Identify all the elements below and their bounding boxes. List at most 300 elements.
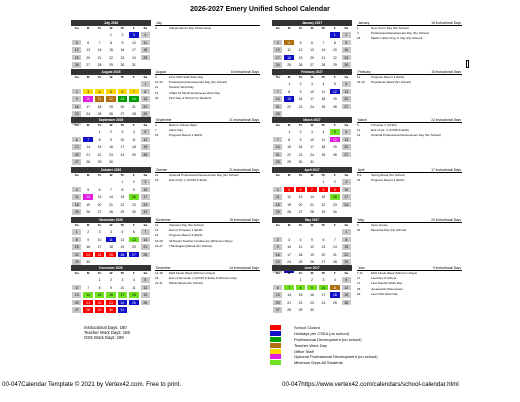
event-date: 7-11	[357, 271, 363, 275]
footer-right[interactable]: 00-047https://www.vertex42.com/calendars/school-calendar.html	[282, 381, 459, 388]
day-cell: 26	[306, 258, 317, 266]
day-cell: 17	[341, 193, 352, 201]
day-cell: 7	[94, 39, 105, 47]
day-cell: 26	[329, 103, 340, 111]
day-cell: 5	[105, 88, 116, 96]
weekday-label: Sa	[143, 123, 148, 127]
empty-day	[329, 228, 340, 236]
day-cell: 23	[128, 201, 139, 209]
day-cell: 23	[71, 110, 82, 118]
empty-day	[306, 31, 317, 39]
day-cell: 15	[94, 291, 105, 299]
legend-label: School Closed	[294, 325, 320, 331]
day-cell: 11	[283, 46, 294, 54]
page-title: 2026-2027 Emery Unified School Calendar	[190, 6, 330, 13]
day-cell: 21	[128, 103, 139, 111]
day-cell: 16	[105, 291, 116, 299]
day-cell: 17	[82, 103, 93, 111]
weekday-label: M	[86, 26, 90, 30]
day-cell: 4	[283, 39, 294, 47]
empty-day	[283, 178, 294, 186]
day-cell: 27	[71, 158, 82, 166]
weekday-label: Th	[120, 75, 125, 79]
weekday-label: M	[287, 173, 291, 177]
event-text: Optional Professional Development Day (No School)	[169, 173, 239, 177]
month-calendar	[71, 117, 151, 166]
empty-day	[117, 80, 128, 88]
event-date: 23-27	[155, 243, 163, 248]
day-cell: 10	[318, 284, 329, 292]
day-cell: 28	[128, 110, 139, 118]
weekday-label: F	[333, 75, 336, 79]
day-cell: 17	[306, 143, 317, 151]
weekday-label: Su	[275, 223, 280, 227]
day-cell: 27	[71, 306, 82, 314]
day-cell: 20	[71, 299, 82, 307]
month-events	[155, 117, 260, 139]
day-cell: 24	[306, 151, 317, 159]
day-cell: 23	[341, 54, 352, 62]
day-cell: 13	[318, 243, 329, 251]
day-cell: 7	[272, 88, 283, 96]
event-date: 5-9	[357, 173, 362, 177]
weekday-label: Tu	[298, 223, 303, 227]
day-cell: 26	[117, 251, 128, 259]
day-cell: 8	[94, 136, 105, 144]
month-events	[357, 167, 462, 183]
legend	[270, 325, 378, 366]
day-cell: 3	[94, 228, 105, 236]
day-cell: 18	[140, 46, 151, 54]
day-cell: 10	[306, 136, 317, 144]
month-calendar	[272, 69, 352, 118]
event-text: Progress Report 2 (EHS)	[169, 233, 203, 238]
day-cell: 16	[341, 46, 352, 54]
day-cell: 28	[105, 208, 116, 216]
event-date: 24	[357, 291, 361, 296]
event-text: Last Teacher Work Day	[371, 281, 403, 286]
day-cell: 9	[295, 88, 306, 96]
day-cell: 6	[71, 284, 82, 292]
event-text: Presidents' Week (No School)	[371, 80, 411, 85]
event-text: First OSG Staff Work Day	[169, 75, 204, 79]
event-date: 20	[155, 95, 159, 100]
day-cell: 14	[128, 95, 139, 103]
day-cell: 26	[140, 299, 151, 307]
weekday-label: W	[109, 123, 113, 127]
events-month: February	[358, 70, 371, 74]
day-cell: 4	[295, 236, 306, 244]
day-cell: 17	[283, 251, 294, 259]
day-cell: 29	[71, 258, 82, 266]
month-calendar	[71, 20, 151, 69]
weekday-label: Tu	[97, 75, 102, 79]
day-cell: 20	[318, 251, 329, 259]
events-month: September	[156, 118, 172, 122]
day-cell: 1	[140, 80, 151, 88]
day-cell: 20	[272, 299, 283, 307]
event-text: Progress Report 1 (EHS)	[169, 133, 203, 138]
weekday-label: W	[109, 223, 113, 227]
day-cell: 12	[329, 88, 340, 96]
day-cell: 24	[306, 103, 317, 111]
events-month: December	[156, 266, 171, 270]
day-cell: 25	[105, 251, 116, 259]
event-date: 2	[155, 123, 157, 127]
day-cell: 22	[117, 201, 128, 209]
day-cell: 24	[140, 201, 151, 209]
events-count: 15 Instructional Days	[229, 218, 259, 222]
day-cell: 15	[283, 95, 294, 103]
day-cell: 9	[272, 243, 283, 251]
day-cell: 8	[318, 186, 329, 194]
event-text: Spring Break (No School)	[371, 173, 406, 177]
day-cell: 13	[128, 236, 139, 244]
day-cell: 27	[82, 61, 93, 69]
weekday-label: Su	[74, 26, 79, 30]
day-cell: 16	[295, 95, 306, 103]
legend-swatch	[270, 349, 281, 354]
day-cell: 12	[306, 243, 317, 251]
weekday-label: Th	[321, 223, 326, 227]
day-cell: 19	[140, 291, 151, 299]
event-text: Independence Day Observance	[169, 26, 212, 30]
weekday-label: M	[287, 123, 291, 127]
day-cell: 31	[117, 306, 128, 314]
day-cell: 13	[71, 291, 82, 299]
day-cell: 22	[283, 103, 294, 111]
day-cell: 5	[306, 236, 317, 244]
footer-left: 00-047Calendar Template © 2021 by Vertex42.com. Free to print.	[2, 381, 182, 388]
month-title: July 2026	[71, 20, 151, 26]
day-cell: 1	[318, 178, 329, 186]
day-cell: 31	[306, 158, 317, 166]
weekday-label: Su	[275, 271, 280, 275]
day-cell: 16	[306, 291, 317, 299]
empty-day	[94, 80, 105, 88]
day-cell: 16	[295, 143, 306, 151]
day-cell: 25	[329, 299, 340, 307]
day-cell: 18	[283, 54, 294, 62]
weekday-label: Th	[120, 223, 125, 227]
day-cell: 9	[105, 136, 116, 144]
event-text: First Day of School for Students	[169, 95, 212, 100]
day-cell: 14	[94, 46, 105, 54]
day-cell: 22	[71, 251, 82, 259]
day-cell: 12	[341, 284, 352, 292]
event-row	[155, 133, 260, 138]
day-cell: 4	[128, 128, 139, 136]
weekday-label: M	[287, 26, 291, 30]
day-cell: 3	[82, 88, 93, 96]
day-cell: 20	[341, 143, 352, 151]
day-cell: 12	[117, 236, 128, 244]
day-cell: 16	[82, 243, 93, 251]
day-cell: 9	[71, 95, 82, 103]
day-cell: 5	[117, 228, 128, 236]
day-cell: 31	[128, 61, 139, 69]
event-date: 21-31	[155, 281, 163, 286]
day-cell: 7	[283, 284, 294, 292]
month-events	[155, 20, 260, 31]
day-cell: 28	[94, 61, 105, 69]
event-text: End of Semester 1 (AYMS & EHS) & Minimum Day	[169, 276, 237, 281]
day-cell: 23	[329, 201, 340, 209]
day-grid	[272, 276, 352, 314]
day-cell: 15	[318, 193, 329, 201]
event-text: Memorial Day (No School)	[371, 228, 407, 233]
day-cell: 19	[329, 143, 340, 151]
weekday-label: Su	[74, 123, 79, 127]
weekday-label: M	[86, 123, 90, 127]
day-cell: 6	[94, 186, 105, 194]
day-cell: 24	[272, 61, 283, 69]
weekday-label: Su	[74, 173, 79, 177]
day-cell: 17	[318, 291, 329, 299]
events-month: November	[156, 218, 171, 222]
month-calendar	[272, 265, 352, 314]
month-title: August 2026	[71, 69, 151, 75]
day-grid	[272, 178, 352, 216]
empty-day	[82, 178, 93, 186]
legend-label: Holidays per CSEA (no school)	[294, 331, 349, 337]
weekday-label: M	[86, 75, 90, 79]
day-cell: 11	[329, 284, 340, 292]
day-cell: 18	[94, 103, 105, 111]
weekday-label: Sa	[344, 173, 349, 177]
day-cell: 5	[140, 128, 151, 136]
weekday-label: Sa	[344, 26, 349, 30]
weekday-label: M	[287, 223, 291, 227]
day-cell: 7	[318, 39, 329, 47]
day-cell: 24	[318, 299, 329, 307]
day-cell: 29	[105, 61, 116, 69]
month-title: April 2027	[272, 167, 352, 173]
day-grid	[71, 178, 151, 216]
day-cell: 30	[105, 306, 116, 314]
weekday-label: W	[310, 223, 314, 227]
day-cell: 22	[283, 151, 294, 159]
weekday-label: Th	[321, 26, 326, 30]
day-cell: 31	[140, 208, 151, 216]
day-cell: 22	[94, 151, 105, 159]
weekday-label: Su	[74, 75, 79, 79]
month-calendar	[272, 167, 352, 216]
day-cell: 16	[71, 103, 82, 111]
empty-day	[82, 80, 93, 88]
day-cell: 11	[128, 284, 139, 292]
empty-day	[82, 276, 93, 284]
weekday-label: Tu	[298, 173, 303, 177]
event-row	[155, 178, 260, 183]
day-cell: 8	[283, 88, 294, 96]
day-cell: 8	[140, 88, 151, 96]
day-cell: 7	[329, 236, 340, 244]
event-text: New Year's Day (No School)	[371, 26, 409, 30]
day-grid	[71, 128, 151, 166]
day-cell: 27	[318, 258, 329, 266]
day-cell: 5	[283, 186, 294, 194]
day-cell: 1	[105, 31, 116, 39]
event-date: 11	[155, 223, 159, 227]
day-cell: 18	[295, 251, 306, 259]
empty-day	[272, 276, 283, 284]
day-cell: 4	[329, 276, 340, 284]
day-cell: 10	[140, 186, 151, 194]
day-cell: 29	[341, 258, 352, 266]
day-cell: 15	[140, 95, 151, 103]
event-date: 10-14	[155, 80, 163, 85]
empty-day	[272, 178, 283, 186]
day-cell: 9	[128, 186, 139, 194]
day-cell: 10	[94, 236, 105, 244]
events-count: 17 Instructional Days	[431, 168, 461, 172]
event-date: 7	[155, 128, 157, 133]
day-cell: 7	[82, 284, 93, 292]
event-text: Veterans Day (No School)	[169, 223, 204, 227]
event-text: End of Qtr. 3 (AYMS & EHS)	[371, 128, 409, 133]
day-cell: 28	[283, 306, 294, 314]
day-cell: 19	[283, 201, 294, 209]
day-cell: 5	[140, 276, 151, 284]
day-cell: 6	[341, 128, 352, 136]
day-cell: 12	[329, 136, 340, 144]
events-count: 22 Instructional Days	[431, 118, 461, 122]
event-text: Labor Day	[169, 128, 183, 133]
event-date: 5	[357, 223, 359, 227]
day-cell: 14	[318, 46, 329, 54]
events-count: 14 Instructional Days	[229, 266, 259, 270]
day-cell: 30	[117, 61, 128, 69]
day-cell: 12	[283, 193, 294, 201]
weekday-label: Su	[275, 173, 280, 177]
day-cell: 11	[105, 236, 116, 244]
scrollbar-handle[interactable]	[466, 60, 469, 68]
day-cell: 9	[117, 39, 128, 47]
day-cell: 1	[283, 128, 294, 136]
day-cell: 11	[128, 136, 139, 144]
day-cell: 15	[71, 243, 82, 251]
weekday-label: Tu	[298, 271, 303, 275]
day-cell: 17	[117, 291, 128, 299]
event-date: 18	[357, 36, 361, 41]
day-cell: 22	[341, 251, 352, 259]
weekday-label: Sa	[143, 173, 148, 177]
day-cell: 2	[105, 276, 116, 284]
event-text: Juneteenth Observance	[371, 286, 403, 291]
day-cell: 23	[82, 251, 93, 259]
day-cell: 12	[140, 136, 151, 144]
events-count: 21 Instructional Days	[229, 168, 259, 172]
empty-day	[295, 31, 306, 39]
event-row	[357, 133, 462, 138]
day-cell: 13	[295, 193, 306, 201]
month-title: June 2027	[272, 265, 352, 271]
day-cell: 23	[295, 103, 306, 111]
event-date: 13	[155, 233, 159, 238]
day-cell: 21	[94, 54, 105, 62]
day-cell: 25	[128, 299, 139, 307]
event-date: 16	[155, 133, 159, 138]
event-text: Optional Professional Development Day (No School)	[371, 133, 441, 138]
day-cell: 14	[82, 143, 93, 151]
day-cell: 12	[82, 193, 93, 201]
day-cell: 11	[318, 136, 329, 144]
empty-day	[71, 128, 82, 136]
event-date: 15-19	[357, 80, 365, 85]
day-cell: 14	[306, 193, 317, 201]
day-cell: 28	[272, 110, 283, 118]
events-count	[258, 20, 260, 25]
day-cell: 20	[306, 54, 317, 62]
day-cell: 19	[295, 54, 306, 62]
day-cell: 30	[105, 158, 116, 166]
day-cell: 28	[329, 258, 340, 266]
day-cell: 3	[283, 236, 294, 244]
legend-label: Teacher Work Day	[294, 342, 327, 348]
legend-item	[270, 360, 378, 366]
weekday-label: W	[310, 123, 314, 127]
day-cell: 16	[272, 251, 283, 259]
day-cell: 18	[128, 143, 139, 151]
day-cell: 2	[105, 128, 116, 136]
weekday-label: Tu	[97, 223, 102, 227]
day-cell: 21	[272, 103, 283, 111]
weekday-label: Th	[120, 271, 125, 275]
event-text: Teacher Work Day	[169, 85, 194, 90]
day-cell: 19	[341, 291, 352, 299]
event-date: 14-18	[155, 271, 163, 275]
weekday-label: W	[310, 271, 314, 275]
day-cell: 24	[341, 201, 352, 209]
day-cell: 19	[71, 54, 82, 62]
weekday-label: Th	[120, 123, 125, 127]
day-cell: 21	[306, 201, 317, 209]
day-cell: 10	[128, 39, 139, 47]
day-cell: 29	[318, 208, 329, 216]
empty-day	[295, 178, 306, 186]
legend-label: Minimum Days All Students	[294, 360, 343, 366]
day-cell: 26	[105, 110, 116, 118]
day-cell: 26	[341, 299, 352, 307]
day-cell: 20	[94, 201, 105, 209]
day-cell: 10	[272, 46, 283, 54]
day-cell: 16	[117, 46, 128, 54]
empty-day	[272, 128, 283, 136]
month-title: February 2027	[272, 69, 352, 75]
event-text: Progress Report 3 (EHS)	[371, 75, 405, 79]
day-cell: 26	[140, 151, 151, 159]
day-cell: 13	[82, 46, 93, 54]
event-text: Professional Development Day (No School)	[371, 31, 429, 36]
event-row	[155, 96, 260, 101]
events-count: 21 Instructional Days	[229, 118, 259, 122]
day-cell: 18	[329, 291, 340, 299]
weekday-label: Tu	[298, 75, 303, 79]
day-cell: 21	[283, 299, 294, 307]
day-cell: 14	[82, 291, 93, 299]
day-cell: 11	[318, 88, 329, 96]
stat-oss-work-days: OSS Work Days: 199	[84, 335, 124, 341]
day-cell: 3	[306, 80, 317, 88]
day-cell: 4	[105, 228, 116, 236]
weekday-label: Sa	[344, 271, 349, 275]
day-cell: 29	[329, 61, 340, 69]
event-text: Last OSS Work Day	[371, 291, 398, 296]
day-cell: 27	[306, 61, 317, 69]
weekday-label: Th	[321, 173, 326, 177]
day-cell: 27	[295, 208, 306, 216]
